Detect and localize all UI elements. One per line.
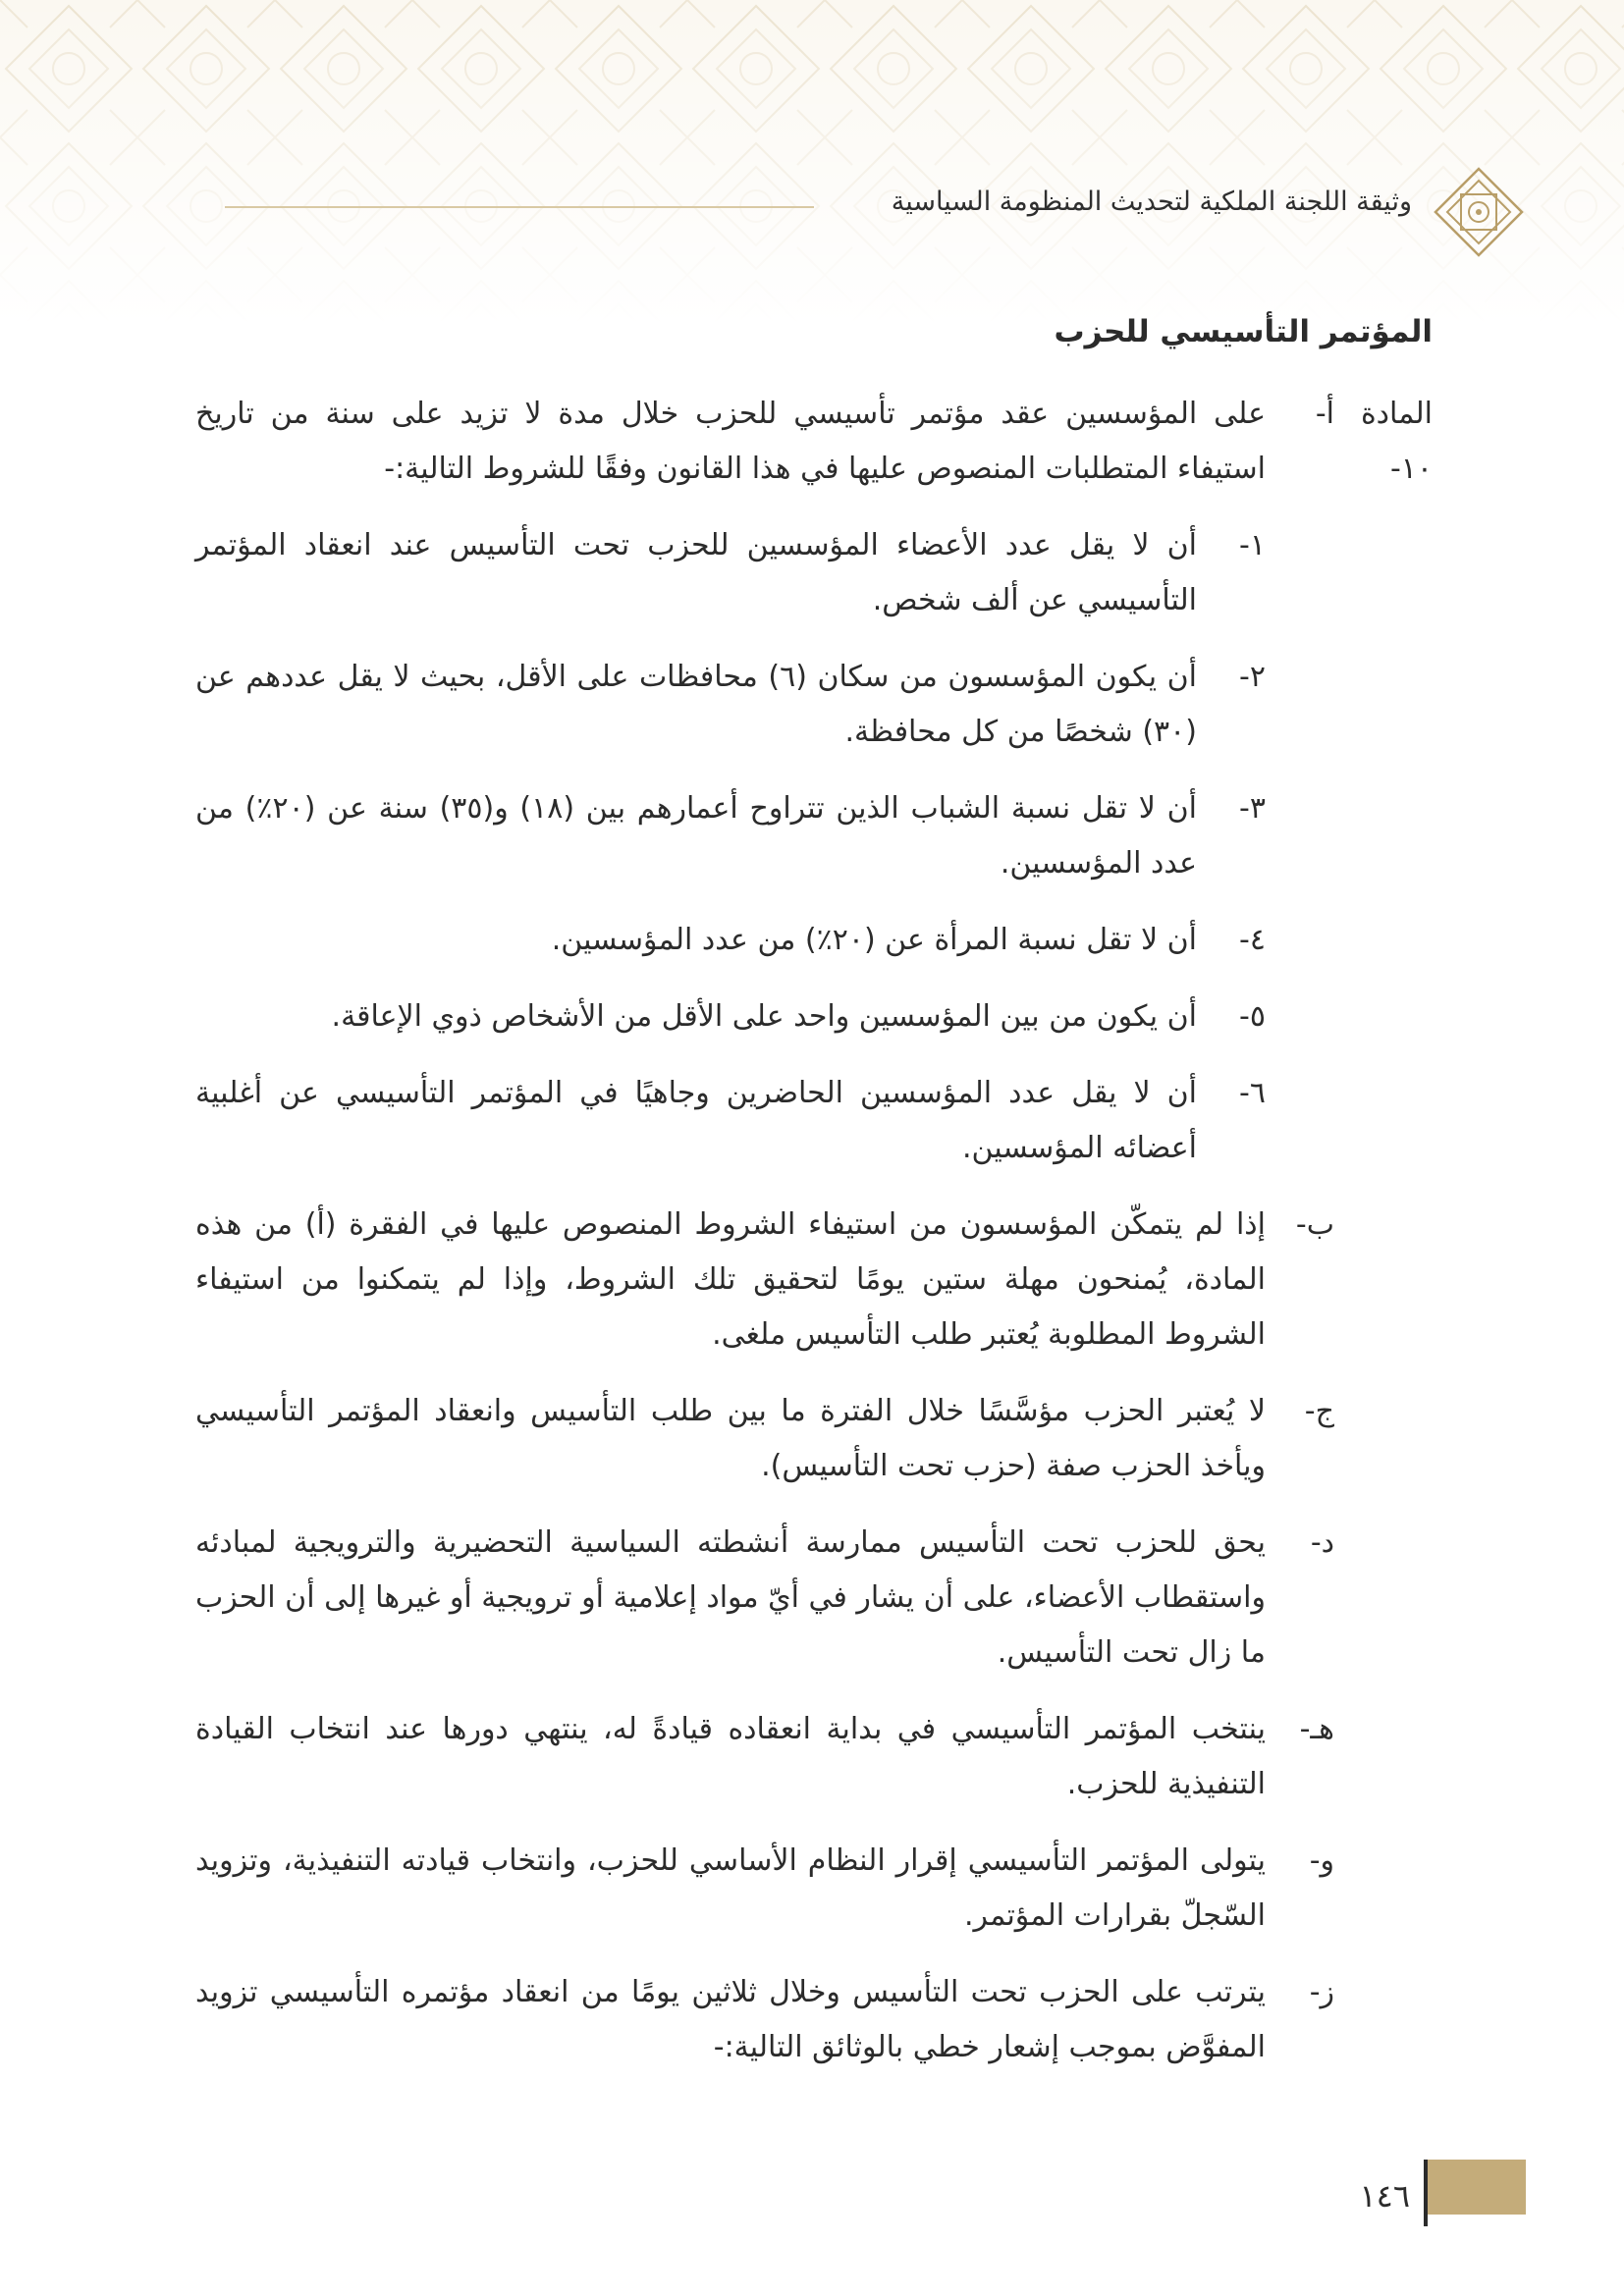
paragraph-text: على المؤسسين عقد مؤتمر تأسيسي للحزب خلال مدة لا تزيد على سنة من تاريخ استيفاء المتطلبات المنصوص عليها في هذا القانون وفقًا للشروط التالية:- [195, 397, 1266, 486]
condition-label: ١- [1239, 528, 1266, 562]
article-paragraph-c [195, 1384, 1433, 1494]
section-title: المؤتمر التأسيسي للحزب [1054, 314, 1433, 349]
paragraph-text: لا يُعتبر الحزب مؤسَّسًا خلال الفترة ما بين طلب التأسيس وانعقاد المؤتمر التأسيسي ويأخذ الحزب صفة (حزب تحت التأسيس). [195, 1394, 1266, 1483]
paragraph-label: د- [1310, 1525, 1334, 1560]
paragraph-text: إذا لم يتمكّن المؤسسون من استيفاء الشروط المنصوص عليها في الفقرة (أ) من هذه المادة، يُمنحون مهلة ستين يومًا لتحقيق تلك الشروط، وإذا لم يتمكنوا من استيفاء الشروط المطلوبة يُعتبر طلب التأسيس ملغى. [195, 1207, 1266, 1352]
condition-item [195, 781, 1433, 891]
paragraph-text: ينتخب المؤتمر التأسيسي في بداية انعقاده قيادةً له، ينتهي دورها عند انتخاب القيادة التنفيذية للحزب. [195, 1712, 1266, 1801]
article-paragraph-f [195, 1834, 1433, 1944]
header-rule [225, 206, 814, 208]
paragraph-label: أ- [1315, 397, 1334, 431]
footer-color-block [1428, 2160, 1526, 2215]
paragraph-text: يترتب على الحزب تحت التأسيس وخلال ثلاثين يومًا من انعقاد مؤتمره التأسيسي تزويد المفوَّض بموجب إشعار خطي بالوثائق التالية:- [195, 1975, 1266, 2064]
condition-item [195, 913, 1433, 968]
condition-label: ٥- [1239, 999, 1266, 1034]
condition-text: أن لا يقل عدد المؤسسين الحاضرين وجاهيًا في المؤتمر التأسيسي عن أغلبية أعضائه المؤسسين. [195, 1076, 1197, 1165]
header-title: وثيقة اللجنة الملكية لتحديث المنظومة السياسية [891, 187, 1412, 217]
footer-divider [1424, 2160, 1428, 2226]
paragraph-label: هـ- [1299, 1712, 1334, 1746]
condition-text: أن يكون من بين المؤسسين واحد على الأقل من الأشخاص ذوي الإعاقة. [331, 999, 1197, 1034]
paragraph-label: و- [1309, 1843, 1334, 1878]
paragraph-label: ب- [1295, 1207, 1334, 1242]
condition-text: أن يكون المؤسسون من سكان (٦) محافظات على الأقل، بحيث لا يقل عددهم عن (٣٠) شخصًا من كل محافظة. [195, 660, 1197, 749]
article-paragraph-e [195, 1702, 1433, 1812]
paragraph-text: يحق للحزب تحت التأسيس ممارسة أنشطته السياسية التحضيرية والترويجية لمبادئه واستقطاب الأعضاء، على أن يشار في أيّ مواد إعلامية أو ترويجية أو غيرها إلى أن الحزب ما زال تحت التأسيس. [195, 1525, 1266, 1670]
paragraph-text: يتولى المؤتمر التأسيسي إقرار النظام الأساسي للحزب، وانتخاب قيادته التنفيذية، وتزويد السّجلّ بقرارات المؤتمر. [195, 1843, 1266, 1933]
condition-label: ٤- [1239, 923, 1266, 957]
paragraph-label: ز- [1309, 1975, 1334, 2009]
paragraph-label: ج- [1304, 1394, 1334, 1428]
condition-label: ٢- [1239, 660, 1266, 694]
article-paragraph-b [195, 1198, 1433, 1362]
condition-label: ٦- [1239, 1076, 1266, 1110]
emblem-icon [1432, 165, 1526, 259]
article-paragraph-a [195, 387, 1433, 497]
document-body [195, 304, 1433, 2097]
condition-text: أن لا تقل نسبة الشباب الذين تتراوح أعمارهم بين (١٨) و(٣٥) سنة عن (٢٠٪) من عدد المؤسسين. [195, 791, 1197, 881]
condition-item [195, 518, 1433, 628]
article-paragraph-d [195, 1516, 1433, 1681]
condition-text: أن لا يقل عدد الأعضاء المؤسسين للحزب تحت التأسيس عند انعقاد المؤتمر التأسيسي عن ألف شخص. [195, 528, 1197, 617]
condition-text: أن لا تقل نسبة المرأة عن (٢٠٪) من عدد المؤسسين. [551, 923, 1197, 957]
condition-label: ٣- [1239, 791, 1266, 826]
geometric-pattern-background [0, 0, 1624, 324]
condition-item [195, 1066, 1433, 1176]
page-number: ١٤٦ [1359, 2177, 1410, 2215]
condition-item [195, 650, 1433, 760]
condition-item [195, 989, 1433, 1044]
article-paragraph-g [195, 1965, 1433, 2075]
article-label: المادة ١٠- [1360, 397, 1433, 486]
page-header [132, 165, 1526, 263]
